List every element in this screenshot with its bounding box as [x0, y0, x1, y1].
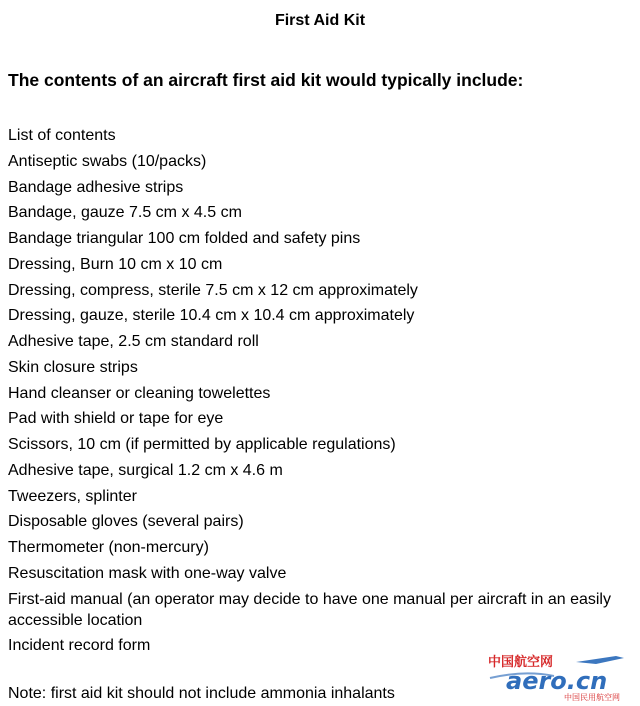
watermark-latin-text: aero.cn — [506, 667, 608, 695]
list-item: Bandage, gauze 7.5 cm x 4.5 cm — [8, 204, 242, 222]
contents-heading: The contents of an aircraft first aid kit would typically include: — [8, 70, 524, 90]
watermark-chinese-text: 中国航空网 — [488, 655, 554, 670]
list-item: Adhesive tape, 2.5 cm standard roll — [8, 333, 259, 350]
list-item: Hand cleanser or cleaning towelettes — [8, 384, 271, 402]
page-title: First Aid Kit — [274, 12, 366, 29]
list-item: Bandage triangular 100 cm folded and safety pins — [8, 230, 361, 247]
list-item: Dressing, compress, sterile 7.5 cm x 12 cm approximately — [8, 281, 418, 299]
list-item: Incident record form — [8, 637, 151, 655]
list-item: Scissors, 10 cm (if permitted by applicable regulations) — [8, 436, 396, 453]
list-item: Resuscitation mask with one-way valve — [8, 564, 287, 582]
list-item: Skin closure strips — [8, 358, 138, 376]
list-item: Adhesive tape, surgical 1.2 cm x 4.6 m — [8, 461, 283, 479]
list-item: Dressing, gauze, sterile 10.4 cm x 10.4 cm approximately — [8, 307, 415, 325]
list-item: Bandage adhesive strips — [8, 178, 184, 196]
list-item: Pad with shield or tape for eye — [8, 410, 224, 428]
list-item: Disposable gloves (several pairs) — [8, 513, 244, 531]
list-item: Tweezers, splinter — [8, 487, 137, 505]
contents-list — [8, 125, 632, 661]
list-item: Dressing, Burn 10 cm x 10 cm — [8, 255, 223, 273]
list-item: Antiseptic swabs (10/packs) — [8, 152, 207, 170]
list-item: List of contents — [8, 127, 116, 144]
list-item: Thermometer (non-mercury) — [8, 539, 209, 556]
note-text: Note: first aid kit should not include ammonia inhalants — [8, 685, 395, 702]
watermark-sub-text: 中国民用航空网 — [564, 693, 620, 702]
list-item: First-aid manual (an operator may decide to have one manual per aircraft in an easily accessible location — [8, 590, 611, 629]
plane-icon — [576, 656, 624, 664]
aero-cn-watermark-logo — [484, 652, 634, 702]
